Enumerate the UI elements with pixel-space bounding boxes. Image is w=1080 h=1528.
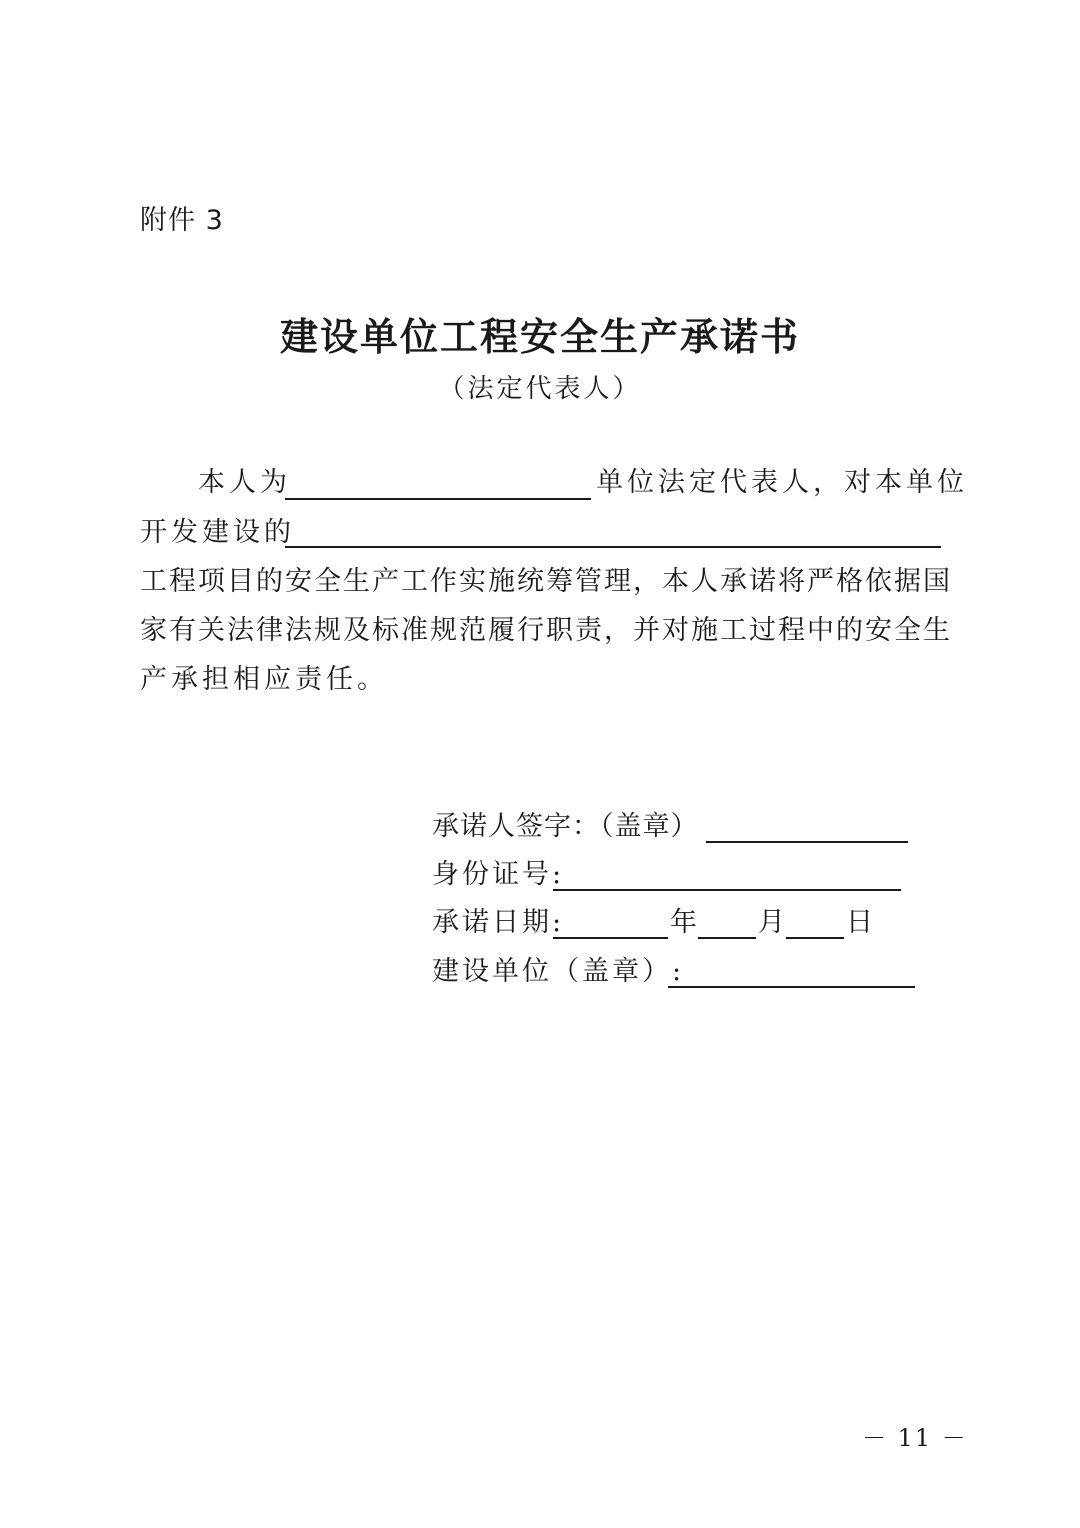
id-number-label: 身份证号: — [432, 859, 565, 890]
document-title: 建设单位工程安全生产承诺书 — [279, 315, 800, 359]
year-blank[interactable] — [553, 937, 668, 939]
attachment-label: 附件 3 — [140, 205, 224, 236]
day-blank[interactable] — [786, 937, 844, 939]
signer-label: 承诺人签字：（盖章） — [432, 811, 699, 842]
body-line5: 产承担相应责任。 — [140, 664, 388, 695]
project-name-blank[interactable] — [285, 546, 941, 548]
id-number-blank[interactable] — [553, 889, 901, 891]
year-label: 年 — [670, 907, 700, 938]
document-subtitle: （法定代表人） — [438, 374, 642, 404]
body-line1-suffix: 单位法定代表人，对本单位 — [596, 467, 968, 498]
page-number: － 11 － — [862, 1424, 968, 1452]
unit-seal-label: 建设单位（盖章）: — [432, 956, 685, 987]
body-line2-prefix: 开发建设的 — [140, 517, 295, 548]
signer-blank[interactable] — [706, 841, 908, 843]
body-line4: 家有关法律法规及标准规范履行职责，并对施工过程中的安全生 — [140, 615, 952, 646]
date-label: 承诺日期: — [432, 907, 565, 938]
day-label: 日 — [846, 907, 876, 938]
body-line3: 工程项目的安全生产工作实施统筹管理，本人承诺将严格依据国 — [140, 566, 952, 597]
body-line1-prefix: 本人为 — [198, 467, 291, 498]
month-blank[interactable] — [698, 937, 756, 939]
unit-name-blank[interactable] — [285, 498, 591, 500]
unit-seal-blank[interactable] — [668, 986, 915, 988]
month-label: 月 — [758, 907, 788, 938]
